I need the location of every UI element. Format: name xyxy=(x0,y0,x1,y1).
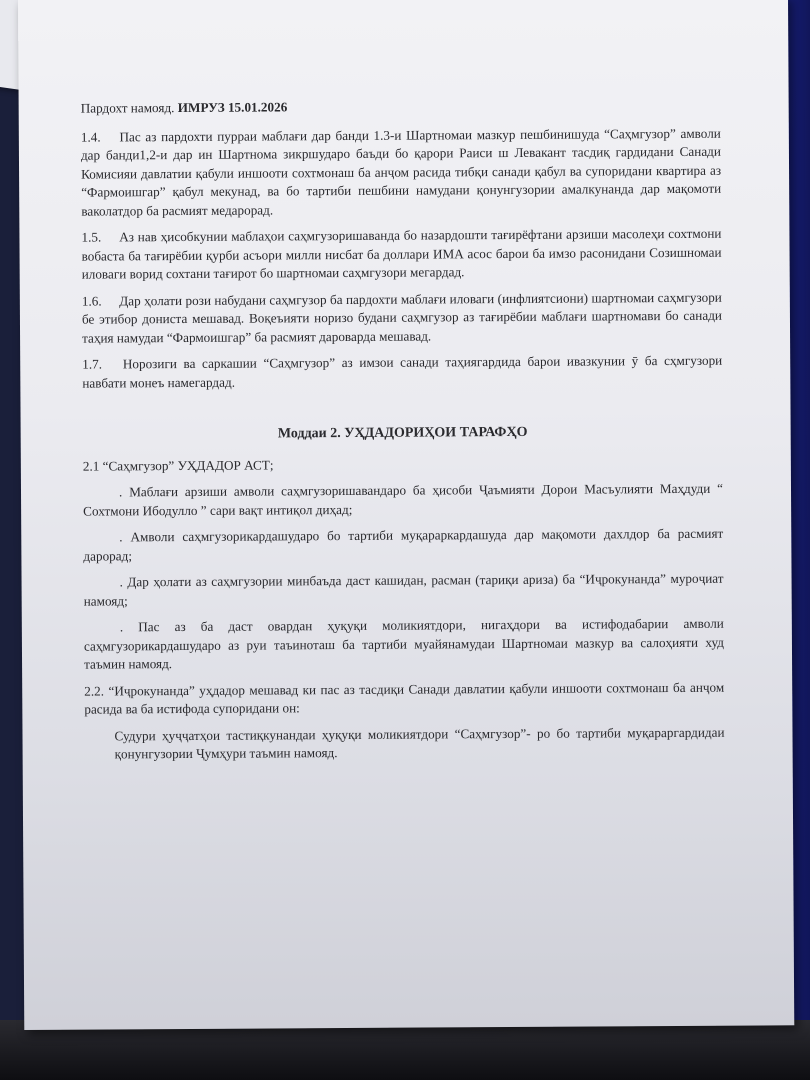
clause-number: 1.5. xyxy=(81,229,102,245)
clause-1-7 xyxy=(82,352,722,393)
payment-prefix: Пардохт намояд. xyxy=(80,100,175,116)
section-2-1-item: . Амволи саҳмгузорикардашударо бо тартиби муқараркардашуда дар мақомоти дахлдор ба расмият дарорад; xyxy=(83,525,724,564)
section-2-1-item: . Пас аз ба даст овардан ҳуқуқи моликиятдори, нигаҳдори ва истифодабарии амволи саҳмгузорикардашударо аз руи таъиноташ ба тартиби муайянамудаи Шартномаи мазкур ва салоҳияти худ таъмин намояд. xyxy=(83,615,724,672)
section-2-1-item: . Дар ҳолати аз саҳмгузории минбаъда даст кашидан, расман (тариқи ариза) ба “Иҷрокунанда” муроҷиат намояд; xyxy=(83,570,724,609)
section-2-2-title: 2.2. “Иҷрокунанда” уҳдадор мешавад ки пас аз тасдиқи Санади давлатии қабули иншооти сохтмонаш ба анҷом расида ва ба истифода супоридани он: xyxy=(84,679,725,717)
section-2-2-item: Судури ҳуҷҷатҳои тастиқкунандаи ҳуқуқи моликиятдори “Саҳмгузор”- ро бо тартиби муқараргардидаи қонунгузории Ҷумҳури таъмин намояд. xyxy=(114,724,725,762)
clause-text: Аз нав ҳисобкунии маблаҳои саҳмгузоришаванда бо назардошти тағирёфтани арзиши масолеҳи сохтмони вобаста ба тағирёбии қурби асъори милли нисбат ба доллари ИМА асос барои ба имзо расонидани Созишномаи иловаги ворид сохтани тағирот бо шартномаи саҳмгузори мегардад. xyxy=(81,225,722,282)
clause-text: Норозиги ва саркашии “Саҳмгузор” аз имзои санади таҳиягардида барои ивазкунии ӯ ба сҳмгузори навбати монеъ намегардад. xyxy=(82,352,723,391)
clause-text: Дар ҳолати рози набудани саҳмгузор ба пардохти маблағи иловаги (инфлиятсиони) шартномаи саҳмгузори бе этибор дониста мешавад. Воқеъияти норизо будани саҳмгузор аз тағирёбии маблағи шартномави бо санади таҳия намудаи “Фармоишгар” ба расмият даровардa мешавад. xyxy=(81,289,722,346)
clause-1-5 xyxy=(81,225,721,284)
section-2-1-title: 2.1 “Саҳмгузор” УҲДАДОР АСТ; xyxy=(82,456,274,474)
clause-1-6 xyxy=(82,288,722,347)
clause-number: 1.7. xyxy=(82,356,103,372)
section-2-title: Моддаи 2. УҲДАДОРИҲОИ ТАРАФҲО xyxy=(277,424,528,442)
clause-text: Пас аз пардохти пурраи маблағи дар банди 1.3-и Шартномаи мазкур пешбинишуда “Саҳмгузор” амволи дар банди1,2-и дар ин Шартнома зикршударо баъди бо қарори Раиси ш Левакант тасдиқ гардидани Санади Комисияи давлатии қабули иншооти сохтмонаш ба анҷом расида тибқи санади қабул ва супоридани квартира аз “Фармоишгар” қабул мекунад, ва бо тартиби пешбини намудани қонунгузории амалкунанда дар мақомоти ваколатдор ба расмият медарорад. xyxy=(80,125,722,219)
payment-date: ИМРУЗ 15.01.2026 xyxy=(177,99,288,116)
payment-line xyxy=(81,96,721,118)
clause-number: 1.6. xyxy=(81,292,102,309)
section-2-1-item: . Маблағи арзиши амволи саҳмгузоришавандаро ба ҳисоби Ҷаъмияти Дорои Масъулияти Маҳдуди “ Сохтмони Ибодулло ” сари вақт интиқол диҳад; xyxy=(83,480,724,519)
document-page xyxy=(18,0,794,1030)
document-content xyxy=(81,96,725,772)
clause-1-4 xyxy=(81,124,722,220)
clause-number: 1.4. xyxy=(80,128,101,145)
